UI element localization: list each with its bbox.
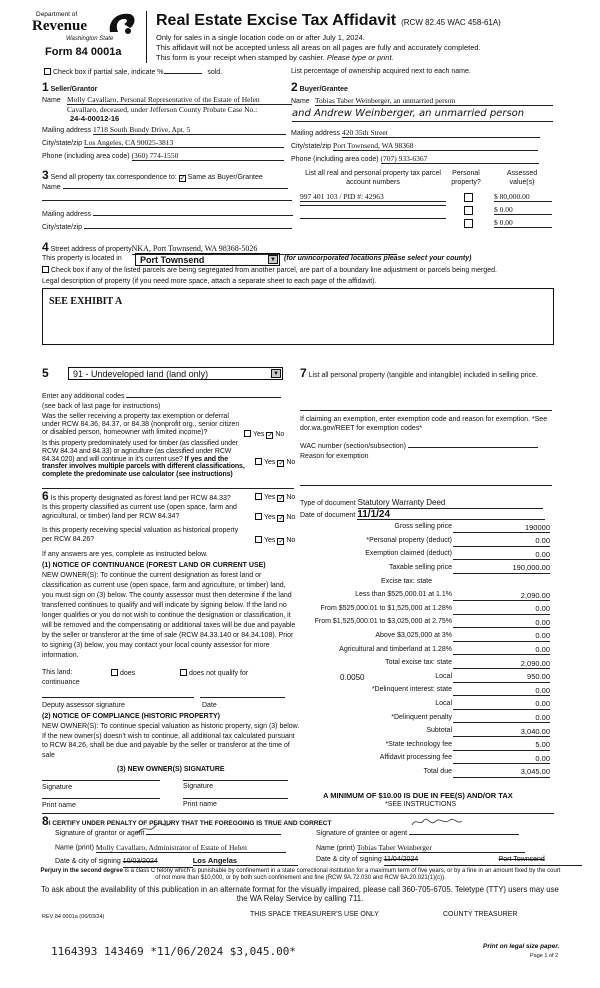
correspondence-heading: 3 Send all property tax correspondence to: ✓ Same as Buyer/Grantee xyxy=(42,168,263,182)
fee-row xyxy=(300,684,552,696)
fee-value[interactable]: 0.00 xyxy=(453,550,550,560)
assessed-value-field[interactable]: $ 0.00 xyxy=(494,205,552,215)
legal-description-field[interactable]: SEE EXHIBIT A xyxy=(42,288,554,345)
subtitle-1: Only for sales in a single location code on or after July 1, 2024. xyxy=(156,33,365,42)
owner-signature-field-1[interactable] xyxy=(42,780,160,781)
buyer-city-field[interactable]: Port Townsend, WA 98368 xyxy=(333,141,538,151)
fee-value[interactable]: 190000 xyxy=(453,523,550,533)
yes-checkbox[interactable] xyxy=(255,536,262,543)
does-not-checkbox[interactable] xyxy=(180,669,187,676)
fee-label: *State technology fee xyxy=(385,740,452,748)
fee-label: Taxable selling price xyxy=(388,564,452,572)
fee-label: Subtotal xyxy=(426,727,452,735)
personal-property-cell xyxy=(464,193,475,205)
grantee-date-field[interactable]: 11/04/2024 xyxy=(384,856,462,866)
chevron-down-icon: ▼ xyxy=(271,369,281,378)
personal-property-cell xyxy=(464,219,475,231)
fee-value[interactable]: 2,090.00 xyxy=(453,591,550,601)
fee-label: From $1,525,000.01 to $3,025,000 at 2.75% xyxy=(314,618,452,626)
fee-row xyxy=(300,535,552,547)
page-number: Page 1 of 2 xyxy=(530,953,559,959)
additional-codes-field[interactable] xyxy=(126,397,281,398)
logo-state: Washington State xyxy=(66,36,114,42)
seller-phone-field[interactable]: (360) 774-1550 xyxy=(132,151,284,161)
chevron-down-icon: ▼ xyxy=(268,255,278,264)
assessed-col-header: Assessed value(s) xyxy=(506,170,538,186)
grantee-signature-field[interactable] xyxy=(409,834,519,835)
personal-property-field[interactable] xyxy=(300,410,552,411)
seller-mailing-field[interactable]: 1718 South Bundy Drive, Apt. 5 xyxy=(93,125,286,135)
seller-heading: 1 Seller/Grantor xyxy=(42,80,98,94)
buyer-mailing-field[interactable]: 420 35th Street xyxy=(342,128,540,138)
additional-codes: Enter any additional codes xyxy=(42,393,281,402)
seller-name-label: Name xyxy=(42,97,61,104)
seller-city-field[interactable]: Los Angeles, CA 90025-3813 xyxy=(84,138,284,148)
legal-label: Legal description of property (if you need more space, attach a separate sheet to each page of the affidavit). xyxy=(42,278,377,285)
grantee-signature-image xyxy=(410,815,465,829)
treasurer-use: THIS SPACE TREASURER'S USE ONLY xyxy=(250,911,379,918)
wac-number-field[interactable] xyxy=(408,447,538,448)
assessed-value-field[interactable]: $ 0.00 xyxy=(494,218,552,228)
seller-case-number[interactable]: 24-4-00012-16 xyxy=(70,114,120,123)
fee-row xyxy=(300,752,552,764)
form-title-row xyxy=(156,11,501,31)
grantor-signature: Signature of grantor or agent xyxy=(55,830,281,839)
fee-row xyxy=(300,698,552,710)
fee-label: Total due xyxy=(423,768,452,776)
corr-city-field[interactable] xyxy=(84,228,292,229)
seller-name-line1[interactable]: Molly Cavallaro, Personal Representative of the Estate of Helen xyxy=(67,95,292,105)
fee-value[interactable]: 950.00 xyxy=(453,672,550,682)
fee-label: Excise tax: state xyxy=(381,577,432,585)
fee-value[interactable]: 3,045.00 xyxy=(453,767,550,777)
corr-name: Name xyxy=(42,184,288,193)
fee-value[interactable]: 0.00 xyxy=(453,713,550,723)
perjury-notice: Perjury in the second degree is a class C felony which is punishable by confinement in a state correctional institution for a maximum term of five years, or by a fine in an amount fixed by the court of not more than $10,000, or by both such confinement and fine (RCW 9A.72.030 and RCW 9A.20.021(1)(c)). xyxy=(40,868,561,881)
no-checkbox[interactable]: ✓ xyxy=(278,515,285,522)
q-historical: Is this property receiving special valuation as historical property per RCW 84.26? xyxy=(42,527,239,543)
notice-compliance-title: (2) NOTICE OF COMPLIANCE (HISTORIC PROPERTY) xyxy=(42,713,220,720)
buyer-name-line1[interactable]: Tobias Taber Weinberger, an unmarried person xyxy=(315,96,553,106)
no-checkbox[interactable]: ✓ xyxy=(278,538,285,545)
grantor-date-field[interactable]: 10/03/2024 xyxy=(123,858,193,868)
street-address-field[interactable]: NKA, Port Townsend, WA 98368-5026 xyxy=(132,244,397,255)
does-checkbox[interactable] xyxy=(111,669,118,676)
fee-label: *Delinquent penalty xyxy=(391,713,452,721)
fee-row xyxy=(300,739,552,751)
deputy-label: Deputy assessor signature xyxy=(42,702,125,709)
fee-value[interactable]: 0.00 xyxy=(453,699,550,709)
fee-label: Gross selling price xyxy=(394,523,452,531)
deputy-date-field[interactable] xyxy=(200,697,285,698)
notice-continuance-title: (1) NOTICE OF CONTINUANCE (FOREST LAND OR CURRENT USE) xyxy=(42,562,266,569)
seller-city: City/state/zip Los Angeles, CA 90025-3813 xyxy=(42,138,284,149)
buyer-phone-field[interactable]: (707) 933-6367 xyxy=(381,154,539,164)
corr-mailing: Mailing address xyxy=(42,211,293,220)
seller-name-line2[interactable]: Cavallaro, deceased, under Jefferson County Probate Case No.: xyxy=(67,104,258,114)
q-timber-answer: Yes ✓ No xyxy=(255,458,295,468)
subtitle-3: This form is your receipt when stamped by cashier. Please type or print. xyxy=(156,53,394,62)
fee-row xyxy=(300,589,552,601)
located-label: This property is located in xyxy=(42,255,122,262)
q-historical-answer: Yes ✓ No xyxy=(255,536,295,546)
does-not-option: does not qualify for xyxy=(180,669,248,679)
signature-label: Signature xyxy=(42,784,72,791)
owner-print-field-1[interactable] xyxy=(42,798,160,799)
revision-number: REV 84 0001a (06/03/24) xyxy=(42,914,105,920)
buyer-name-label: Name xyxy=(291,98,310,105)
reason-field[interactable] xyxy=(300,485,552,486)
location-select[interactable]: Port Townsend ▼ xyxy=(135,253,280,266)
wac-number: WAC number (section/subsection) xyxy=(300,443,538,452)
if-yes-note: If any answers are yes, complete as instructed below. xyxy=(42,551,208,558)
fee-value[interactable]: 0.00 xyxy=(453,686,550,696)
fee-row xyxy=(300,766,552,778)
fee-row xyxy=(300,521,552,533)
fee-label: Local xyxy=(435,672,452,680)
personal-property-checkbox[interactable] xyxy=(464,219,473,228)
yes-checkbox[interactable] xyxy=(255,513,262,520)
grantee-date-city: Date & city of signing 11/04/2024 Port Townsend xyxy=(316,856,582,866)
personal-property-cell xyxy=(464,206,475,218)
fee-value[interactable]: 190,000.00 xyxy=(453,563,550,573)
fee-label: Above $3,025,000 at 3% xyxy=(375,632,452,640)
q-current-use-answer: Yes ✓ No xyxy=(255,513,295,523)
fee-row xyxy=(300,657,552,669)
q-current-use: Is this property classified as current use (open space, farm and agricultural, or timber) land per RCW 84.34? xyxy=(42,504,237,520)
dor-swirl-icon xyxy=(106,10,138,36)
fee-value[interactable]: 2,090.00 xyxy=(453,659,550,669)
print-name-label: Print name xyxy=(183,801,217,808)
logo-revenue: Revenue xyxy=(32,18,87,34)
this-land-label: This land: xyxy=(42,669,73,676)
q-exemption-answer: Yes ✓ No xyxy=(244,430,284,440)
grantee-signature: Signature of grantee or agent xyxy=(316,830,519,839)
fee-value[interactable]: 0.00 xyxy=(453,604,550,614)
corr-name-field[interactable] xyxy=(63,188,288,189)
buyer-mailing: Mailing address 420 35th Street xyxy=(291,128,540,139)
form-title: Real Estate Excise Tax Affidavit xyxy=(156,12,397,29)
grantor-name-field[interactable]: Molly Cavallaro, Administrator of Estate of Helen xyxy=(96,843,286,853)
fee-label: *Delinquent interest: state xyxy=(371,686,452,694)
fee-row xyxy=(300,711,552,723)
exemption-label: If claiming an exemption, enter exemption code and reason for exemption. *See dor.wa.gov/REET for exemption codes* xyxy=(300,416,548,432)
partial-sale: Check box if partial sale, indicate % sold. xyxy=(44,68,222,78)
continuance-label: continuance xyxy=(42,679,80,686)
fee-row xyxy=(300,575,552,587)
local-rate: 0.0050 xyxy=(340,672,365,682)
land-use-select[interactable]: 91 - Undeveloped land (land only) ▼ xyxy=(68,367,283,380)
fee-label: Exemption claimed (deduct) xyxy=(365,550,452,558)
fee-row xyxy=(300,725,552,737)
parcel-col-header: List all real and personal property tax parcel account numbers xyxy=(305,170,441,186)
owner-signature-field-2[interactable] xyxy=(183,780,288,781)
partial-sale-percent-field[interactable] xyxy=(164,73,202,74)
logo-dept: Department of xyxy=(36,11,78,18)
owner-print-field-2[interactable] xyxy=(183,798,288,799)
q-forest-answer: Yes ✓ No xyxy=(255,493,295,503)
no-checkbox[interactable]: ✓ xyxy=(278,495,285,502)
print-name-label: Print name xyxy=(42,802,76,809)
q-timber: Is this property predominately used for timber (as classified under RCW 84.34 and 84.33) or agriculture (as classified under RCW 84.34.020) and will continue in it's current use? If yes and the transfer involves multiple parcels with different classifications, complete the predominate use calculator (see instructions) xyxy=(42,440,245,479)
yes-checkbox[interactable] xyxy=(244,430,251,437)
parcel-number-field[interactable] xyxy=(300,218,446,219)
corr-mailing-field[interactable] xyxy=(93,215,293,216)
fee-value[interactable]: 0.00 xyxy=(453,645,550,655)
doc-type-field[interactable]: Statutory Warranty Deed xyxy=(358,498,543,509)
parcel-number-field[interactable] xyxy=(300,205,446,206)
personal-property-checkbox[interactable] xyxy=(464,206,473,215)
buyer-name-line2[interactable]: and Andrew Weinberger, an unmarried person xyxy=(292,108,553,122)
fee-label: *Personal property (deduct) xyxy=(366,536,452,544)
personal-col-header: Personal property? xyxy=(451,170,481,186)
segregated-checkbox[interactable] xyxy=(42,266,49,273)
fee-value[interactable]: 0.00 xyxy=(453,618,550,628)
fee-value[interactable]: 0.00 xyxy=(453,536,550,546)
section5-num: 5 xyxy=(42,366,49,380)
doc-date-field[interactable]: 11/1/24 xyxy=(357,510,545,520)
minimum-note: A MINIMUM OF $10.00 IS DUE IN FEE(S) AND/OR TAX xyxy=(323,791,513,800)
partial-sale-checkbox[interactable] xyxy=(44,68,51,75)
seller-phone: Phone (including area code) (360) 774-1550 xyxy=(42,151,284,162)
fee-label: Less than $525,000.01 at 1.1% xyxy=(355,591,452,599)
new-owner-signature-title: (3) NEW OWNER(S) SIGNATURE xyxy=(117,766,225,773)
q-exemption: Was the seller receiving a property tax exemption or deferral under RCW 84.36, 84.37, or 84.38 (nonprofit org., senior citizen or disabled person, homeowner with limited income)? xyxy=(42,413,240,436)
grantor-date-city: Date & city of signing 10/03/2024 Los Angelas xyxy=(55,856,298,868)
form-number: Form 84 0001a xyxy=(45,46,122,58)
doc-type: Type of document Statutory Warranty Deed xyxy=(300,498,543,509)
fee-row xyxy=(300,603,552,615)
deputy-date-label: Date xyxy=(202,702,217,709)
alt-format-notice: To ask about the availability of this publication in an alternate format for the visually impaired, please call 360-705-6705. Teletype (TTY) users may use the WA Relay Service by calling 711. xyxy=(41,885,559,903)
grantee-name: Name (print) Tobias Taber Weinberger xyxy=(316,843,525,854)
fee-row xyxy=(300,616,552,628)
reason-label: Reason for exemption xyxy=(300,453,369,460)
buyer-city: City/state/zip Port Townsend, WA 98368 xyxy=(291,141,538,152)
grantor-signature-field[interactable] xyxy=(146,834,281,835)
corr-city: City/state/zip xyxy=(42,224,292,233)
notice-compliance-text: NEW OWNER(S): To continue special valuation as historic property, sign (3) below. If the new owner(s) doesn't wish to continue, all additional tax calculated pursuant to RCW 84.26, shall be due and payable by the seller or transferor at the time of sale xyxy=(42,723,300,759)
subtitle-2: This affidavit will not be accepted unless all areas on all pages are fully and accurately completed. xyxy=(156,43,481,52)
located-note: (for unincorporated locations please select your county) xyxy=(284,255,472,262)
fee-label: Local xyxy=(435,700,452,708)
deputy-signature-field[interactable] xyxy=(42,697,194,698)
fee-value[interactable]: 3,040.00 xyxy=(453,727,550,737)
fee-row xyxy=(300,562,552,574)
header-divider xyxy=(146,11,147,63)
does-option: does xyxy=(111,669,135,679)
corr-name-line2[interactable] xyxy=(42,200,292,201)
assessed-value-field[interactable]: $ 80,000.00 xyxy=(494,192,552,202)
section7-label: 7 List all personal property (tangible and intangible) included in selling price. xyxy=(300,366,538,380)
divider xyxy=(42,488,294,489)
certify-statement: 8I CERTIFY UNDER PENALTY OF PERJURY THAT THE FOREGOING IS TRUE AND CORRECT xyxy=(42,814,332,828)
q-forest: 6 Is this property designated as forest land per RCW 84.33? xyxy=(42,489,231,503)
personal-property-checkbox[interactable] xyxy=(464,193,473,202)
see-instructions: *SEE INSTRUCTIONS xyxy=(385,801,457,808)
fee-label: Total excise tax: state xyxy=(385,659,452,667)
no-checkbox[interactable]: ✓ xyxy=(278,460,285,467)
notice-continuance-text: NEW OWNER(S): To continue the current designation as forest land or classification as current use (open space, farm and agriculture, or timber) land, you must sign on (3) below. The county assessor must then determine if the land transferred continues to qualify and will indicate by signing below. If the land no longer qualifies or you do not wish to continue the designation or classification, it will be removed and the compensating or additional taxes will be due and payable by the seller or transferor at the time of sale (RCW 84.33.140 or 84.34.108). Prior to signing (3) below, you may contact your local county assessor for more information. xyxy=(42,572,296,659)
fee-row xyxy=(300,671,552,683)
ownership-note: List percentage of ownership acquired next to each name. xyxy=(291,68,471,75)
form-title-ref: (RCW 82.45 WAC 458-61A) xyxy=(401,18,501,27)
cashier-receipt-stamp: 1164393 143469 *11/06/2024 $3,045.00* xyxy=(51,945,297,958)
fee-label: From $525,000.01 to $1,525,000 at 1.28% xyxy=(320,604,452,612)
parcel-number-field[interactable]: 997 401 103 / PID #: 42963 xyxy=(300,192,446,202)
yes-checkbox[interactable] xyxy=(255,458,262,465)
fee-label: Affidavit processing fee xyxy=(379,754,452,762)
buyer-heading: 2 Buyer/Grantee xyxy=(291,80,348,94)
yes-checkbox[interactable] xyxy=(255,493,262,500)
grantee-city-field[interactable]: Port Townsend xyxy=(462,856,582,866)
fee-row xyxy=(300,548,552,560)
same-as-buyer-checkbox[interactable]: ✓ xyxy=(179,175,186,182)
codes-note: (see back of last page for instructions) xyxy=(42,403,161,410)
grantor-city[interactable]: Los Angelas xyxy=(193,856,298,866)
fee-value[interactable]: 0.00 xyxy=(453,631,550,641)
doc-date: Date of document 11/1/24 xyxy=(300,510,545,521)
grantor-name: Name (print) Molly Cavallaro, Administrator of Estate of Helen xyxy=(55,843,286,853)
county-treasurer: COUNTY TREASURER xyxy=(443,911,518,918)
fee-value[interactable]: 0.00 xyxy=(453,754,550,764)
signature-label: Signature xyxy=(183,783,213,790)
buyer-phone: Phone (including area code) (707) 933-6367 xyxy=(291,154,539,165)
grantee-name-field[interactable]: Tobias Taber Weinberger xyxy=(357,843,525,853)
fee-row xyxy=(300,630,552,642)
no-checkbox[interactable]: ✓ xyxy=(267,432,274,439)
fee-label: Agricultural and timberland at 1.28% xyxy=(339,645,452,653)
fee-row xyxy=(300,643,552,655)
segregated-row: Check box if any of the listed parcels are being segregated from another parcel, are part of a boundary line adjustment or parcels being merged. xyxy=(42,266,497,276)
legal-paper-note: Print on legal size paper. xyxy=(483,943,560,950)
fee-value[interactable]: 5.00 xyxy=(453,740,550,750)
street-address: 4 Street address of propertyNKA, Port Townsend, WA 98368-5026 xyxy=(42,240,397,255)
seller-mailing: Mailing address 1718 South Bundy Drive, Apt. 5 xyxy=(42,125,286,136)
